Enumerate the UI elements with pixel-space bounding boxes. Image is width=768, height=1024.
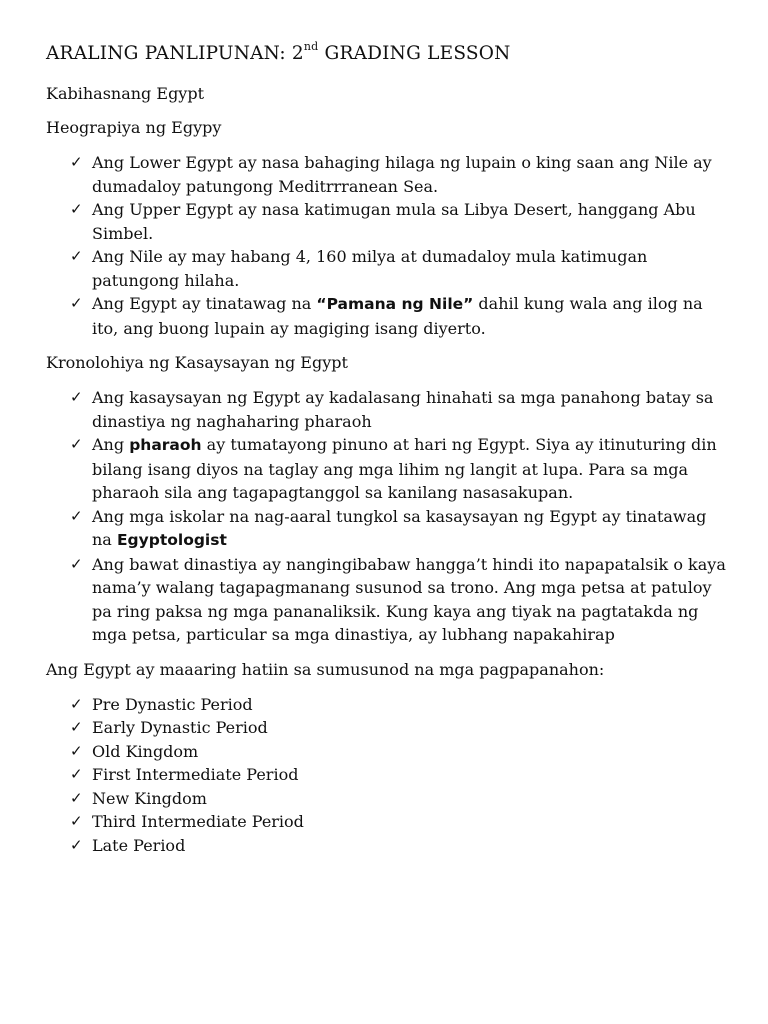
- list-item: ✓ Third Intermediate Period: [46, 810, 726, 834]
- checkmark-icon: ✓: [70, 741, 83, 760]
- bold-term: Egyptologist: [116, 531, 227, 550]
- list-item: ✓ Ang Nile ay may habang 4, 160 milya at dumadaloy mula katimugan patungong hilaha.: [70, 247, 648, 290]
- checkmark-icon: ✓: [70, 835, 83, 854]
- checkmark-icon: ✓: [70, 506, 83, 525]
- checkmark-icon: ✓: [70, 294, 83, 313]
- title-superscript: nd: [303, 40, 319, 53]
- document-page: [46, 36, 726, 869]
- checkmark-icon: ✓: [70, 435, 83, 454]
- list-item: ✓ First Intermediate Period: [46, 763, 726, 787]
- kronolohiya-list: [46, 386, 726, 647]
- checkmark-icon: ✓: [70, 554, 83, 573]
- checkmark-icon: ✓: [70, 694, 83, 713]
- title-prefix: ARALING PANLIPUNAN: 2: [46, 43, 304, 65]
- list-item: ✓ Ang Lower Egypt ay nasa bahaging hilaga ng lupain o king saan ang Nile ay dumadaloy patungong Meditrrranean Sea.: [70, 153, 712, 196]
- list-item: ✓ Pre Dynastic Period: [46, 693, 726, 717]
- heograpiya-list: [46, 151, 726, 340]
- checkmark-icon: ✓: [70, 788, 83, 807]
- checkmark-icon: ✓: [70, 718, 83, 737]
- list-item: ✓ Ang bawat dinastiya ay nangingibabaw hangga’t hindi ito napapatalsik o kaya nama’y walang tagapagmanang susunod sa trono. Ang mga petsa at patuloy pa ring paksa ng mga pananaliksik. Kung kaya ang tiyak na pagtatakda ng mga petsa, particular sa mga dinastiya, ay lubhang napakahirap: [70, 554, 726, 645]
- list-item: ✓ Ang Upper Egypt ay nasa katimugan mula sa Libya Desert, hanggang Abu Simbel.: [70, 200, 696, 243]
- list-item: ✓ Ang pharaoh ay tumatayong pinuno at hari ng Egypt. Siya ay itinuturing din bilang isang diyos na taglay ang mga lihim ng langit at lupa. Para sa mga pharaoh sila ang tagapagtanggol sa kanilang nasasakupan.: [70, 435, 717, 503]
- list-item: ✓ New Kingdom: [46, 787, 726, 811]
- heading-panahon: Ang Egypt ay maaaring hatiin sa sumusunod na mga pagpapanahon:: [46, 659, 605, 679]
- list-item: ✓ Ang kasaysayan ng Egypt ay kadalasang hinahati sa mga panahong batay sa dinastiya ng naghaharing pharaoh: [70, 388, 714, 431]
- list-item: ✓ Early Dynastic Period: [46, 716, 726, 740]
- list-item: ✓ Late Period: [46, 834, 726, 858]
- periods-list: [46, 693, 726, 858]
- heading-kabihasnan: Kabihasnang Egypt: [46, 84, 205, 104]
- bold-term: “Pamana ng Nile”: [316, 295, 474, 314]
- checkmark-icon: ✓: [70, 247, 83, 266]
- list-item: ✓ Ang mga iskolar na nag-aaral tungkol sa kasaysayan ng Egypt ay tinatawag na Egyptologist: [70, 506, 707, 550]
- bold-term: pharaoh: [129, 436, 202, 455]
- title-suffix: GRADING LESSON: [318, 43, 511, 65]
- checkmark-icon: ✓: [70, 765, 83, 784]
- list-item: ✓ Old Kingdom: [46, 740, 726, 764]
- checkmark-icon: ✓: [70, 812, 83, 831]
- checkmark-icon: ✓: [70, 200, 83, 219]
- checkmark-icon: ✓: [70, 388, 83, 407]
- checkmark-icon: ✓: [70, 153, 83, 172]
- heading-kronolohiya: Kronolohiya ng Kasaysayan ng Egypt: [46, 353, 348, 373]
- page-title: [46, 36, 726, 67]
- heading-heograpiya: Heograpiya ng Egypy: [46, 118, 222, 138]
- list-item: ✓ Ang Egypt ay tinatawag na “Pamana ng Nile” dahil kung wala ang ilog na ito, ang buong lupain ay magiging isang diyerto.: [70, 294, 703, 338]
